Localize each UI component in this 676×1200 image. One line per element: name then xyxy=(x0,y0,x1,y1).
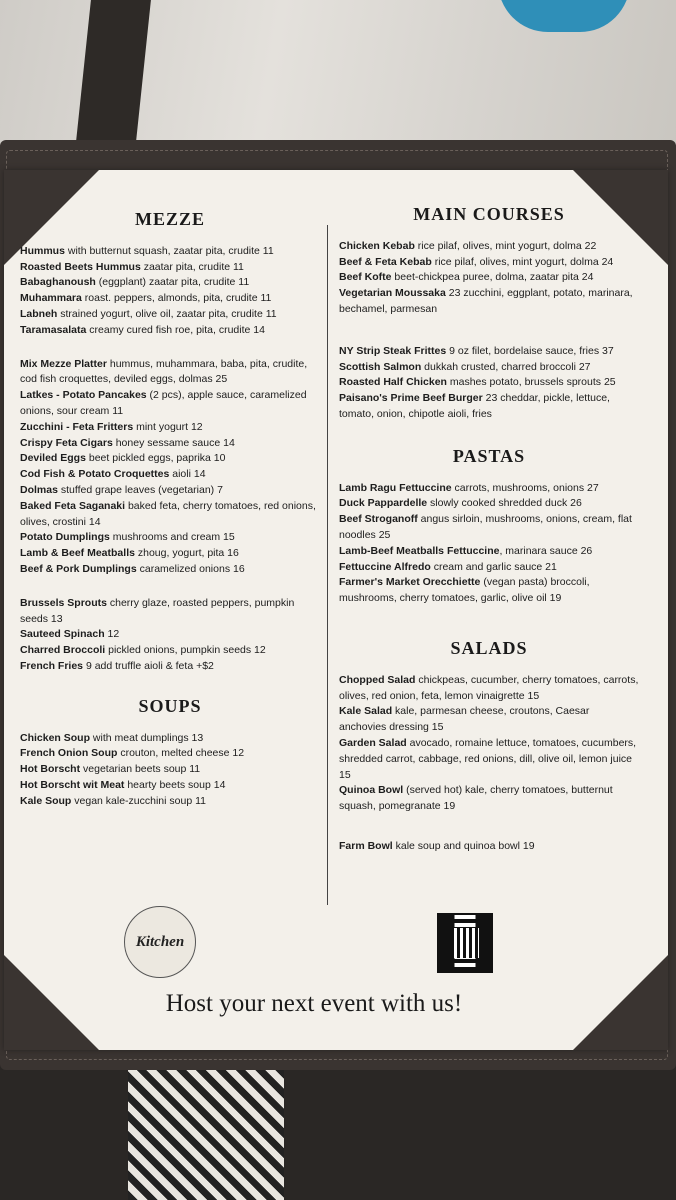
menu-item: Paisano's Prime Beef Burger 23 cheddar, pickle, lettuce, tomato, onion, chipotle aioli, fries xyxy=(339,392,610,420)
menu-item: Lamb-Beef Meatballs Fettuccine, marinara sauce 26 xyxy=(339,544,593,557)
mains-group-2 xyxy=(339,344,639,423)
menu-item: Vegetarian Moussaka 23 zucchini, eggplant, potato, marinara, bechamel, parmesan xyxy=(339,287,633,315)
mezze-group-1 xyxy=(20,244,320,339)
menu-item: Lamb Ragu Fettuccine carrots, mushrooms, onions 27 xyxy=(339,481,599,494)
menu-item: Kale Salad kale, parmesan cheese, croutons, Caesar anchovies dressing 15 xyxy=(339,705,590,734)
salads-list xyxy=(339,673,639,815)
menu-item: Beef Kofte beet-chickpea puree, dolma, zaatar pita 24 xyxy=(339,271,594,284)
logo-text: Kitchen xyxy=(135,933,185,950)
soups-list xyxy=(20,731,320,810)
menu-item: Hot Borscht vegetarian beets soup 11 xyxy=(20,763,201,776)
menu-item: Baked Feta Saganaki baked feta, cherry tomatoes, red onions, olives, crostini 14 xyxy=(20,499,316,528)
menu-item: NY Strip Steak Frittes 9 oz filet, bordelaise sauce, fries 37 xyxy=(339,344,614,357)
menu-item: Labneh strained yogurt, olive oil, zaatar pita, crudite 11 xyxy=(20,307,277,320)
menu-item: Roasted Beets Hummus zaatar pita, crudite 11 xyxy=(20,260,244,273)
salads-title: SALADS xyxy=(450,637,528,658)
event-tagline: Host your next event with us! xyxy=(165,990,463,1017)
menu-item: Quinoa Bowl (served hot) kale, cherry tomatoes, butternut squash, pomegranate 19 xyxy=(339,784,613,813)
menu-item: French Onion Soup crouton, melted cheese 12 xyxy=(20,747,245,760)
menu-item: Roasted Half Chicken mashes potato, brussels sprouts 25 xyxy=(339,376,616,389)
menu-item: Chicken Soup with meat dumplings 13 xyxy=(20,731,204,744)
pastas-list xyxy=(339,481,639,607)
main-courses-title: MAIN COURSES xyxy=(413,204,565,224)
menu-item: Chopped Salad chickpeas, cucumber, cherry tomatoes, carrots, olives, red onion, feta, lemon vinaigrette 15 xyxy=(339,673,639,702)
menu-item: Zucchini - Feta Fritters mint yogurt 12 xyxy=(20,420,203,433)
menu-item: Mix Mezze Platter hummus, muhammara, baba, pita, crudite, cod fish croquettes, deviled eggs, dolmas 25 xyxy=(20,357,308,386)
menu-item: Hummus with butternut squash, zaatar pita, crudite 11 xyxy=(20,244,274,257)
menu-item: Garden Salad avocado, romaine lettuce, tomatoes, cucumbers, shredded carrot, cabbage, red onions, dill, olive oil, lemon juice 15 xyxy=(339,736,637,781)
menu-item: Muhammara roast. peppers, almonds, pita, crudite 11 xyxy=(20,292,272,305)
menu-item: Dolmas stuffed grape leaves (vegetarian) 7 xyxy=(20,483,223,496)
soups-title: SOUPS xyxy=(138,695,202,716)
menu-item: Duck Pappardelle slowly cooked shredded duck 26 xyxy=(339,497,582,510)
menu-item: French Fries 9 add truffle aioli & feta +$2 xyxy=(20,659,214,672)
menu-item: Beef & Pork Dumplings caramelized onions 16 xyxy=(20,562,245,575)
houndstooth-fabric xyxy=(128,1070,284,1200)
pastas-title: PASTAS xyxy=(452,445,526,466)
menu-item: Sauteed Spinach 12 xyxy=(20,628,120,641)
menu-item: Crispy Feta Cigars honey sessame sauce 14 xyxy=(20,436,235,449)
menu-item: Farm Bowl kale soup and quinoa bowl 19 xyxy=(339,839,535,852)
menu-item: Lamb & Beef Meatballs zhoug, yogurt, pita 16 xyxy=(20,547,239,560)
menu-item: Taramasalata creamy cured fish roe, pita, crudite 14 xyxy=(20,323,265,336)
floor xyxy=(0,1062,676,1200)
menu-item: Potato Dumplings mushrooms and cream 15 xyxy=(20,531,235,544)
mezze-title: MEZZE xyxy=(134,209,205,229)
mezze-group-2 xyxy=(20,357,320,578)
menu-item: Fettuccine Alfredo cream and garlic sauce 21 xyxy=(339,560,557,573)
menu-item: Charred Broccoli pickled onions, pumpkin seeds 12 xyxy=(20,644,266,657)
right-column xyxy=(339,204,639,855)
mains-group-1 xyxy=(339,239,639,318)
menu-item: Latkes - Potato Pancakes (2 pcs), apple sauce, caramelized onions, sour cream 11 xyxy=(20,389,307,417)
menu-item: Scottish Salmon dukkah crusted, charred broccoli 27 xyxy=(339,360,591,373)
menu-item: Deviled Eggs beet pickled eggs, paprika 10 xyxy=(20,452,226,465)
qr-code-pattern xyxy=(451,928,479,958)
menu-item: Beef & Feta Kebab rice pilaf, olives, mint yogurt, dolma 24 xyxy=(339,255,614,268)
left-column xyxy=(20,209,320,810)
menu-item: Hot Borscht wit Meat hearty beets soup 14 xyxy=(20,778,226,791)
menu-item: Babaghanoush (eggplant) zaatar pita, crudite 11 xyxy=(20,276,250,289)
menu-item: Brussels Sprouts cherry glaze, roasted peppers, pumpkin seeds 13 xyxy=(20,596,295,625)
menu-item: Chicken Kebab rice pilaf, olives, mint yogurt, dolma 22 xyxy=(339,239,597,252)
menu-item: Farmer's Market Orecchiette (vegan pasta) broccoli, mushrooms, cherry tomatoes, garlic, olive oil 19 xyxy=(339,576,590,605)
restaurant-logo xyxy=(124,906,196,978)
menu-item: Cod Fish & Potato Croquettes aioli 14 xyxy=(20,468,206,481)
mezze-group-3 xyxy=(20,596,320,675)
menu-item: Beef Stroganoff angus sirloin, mushrooms, onions, cream, flat noodles 25 xyxy=(339,513,632,541)
menu-item: Kale Soup vegan kale-zucchini soup 11 xyxy=(20,794,206,807)
column-divider xyxy=(327,225,328,905)
